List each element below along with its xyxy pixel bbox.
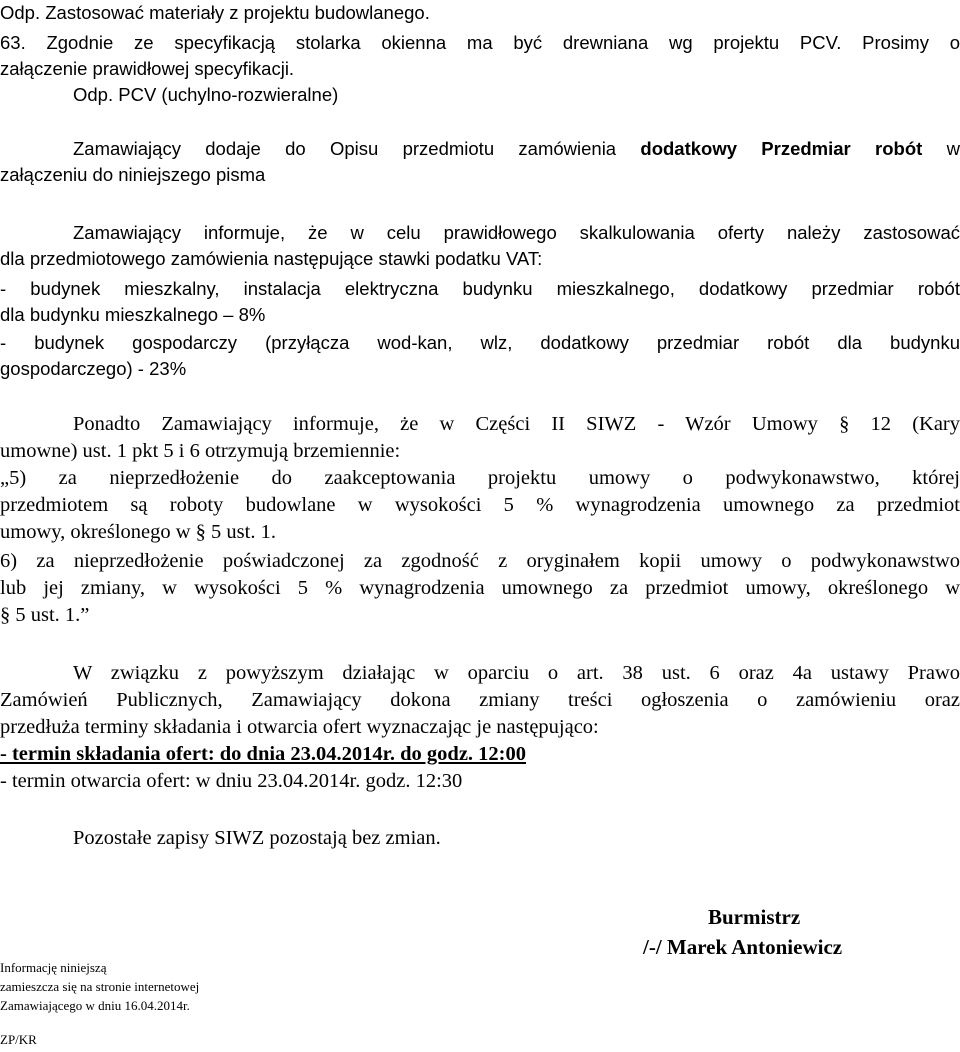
paragraph-line: „5) za nieprzedłożenie do zaakceptowania projektu umowy o podwykonawstwo, której [0, 467, 960, 489]
submission-deadline: - termin składania ofert: do dnia 23.04.2014r. do godz. 12:00 [0, 743, 526, 765]
vat-item-line: dla budynku mieszkalnego – 8% [0, 304, 266, 325]
paragraph-line: Zamówień Publicznych, Zamawiający dokona zmiany treści ogłoszenia o zamówieniu oraz [0, 689, 960, 711]
question-63-cont: załączenie prawidłowej specyfikacji. [0, 58, 295, 79]
text: Zamawiający dodaje do Opisu przedmiotu zamówienia [73, 138, 617, 159]
bold-text: dodatkowy Przedmiar robót [640, 138, 923, 159]
vat-paragraph-line: Zamawiający informuje, że w celu prawidłowego skalkulowania oferty należy zastosować [73, 222, 960, 243]
paragraph-line: 6) za nieprzedłożenie poświadczonej za zgodność z oryginałem kopii umowy o podwykonawstwo [0, 550, 960, 572]
paragraph-line: umowne) ust. 1 pkt 5 i 6 otrzymują brzemiennie: [0, 440, 401, 462]
paragraph-line: Ponadto Zamawiający informuje, że w Części II SIWZ - Wzór Umowy § 12 (Kary [73, 413, 960, 435]
signature-name: /-/ Marek Antoniewicz [643, 935, 843, 959]
paragraph-line: przedłuża terminy składania i otwarcia ofert wyznaczając je następująco: [0, 716, 599, 738]
paragraph-line: przedmiotem są roboty budowlane w wysokości 5 % wynagrodzenia umownego za przedmiot [0, 494, 960, 516]
publication-note: Informację niniejszą [0, 960, 107, 975]
publication-note: zamieszcza się na stronie internetowej [0, 979, 200, 994]
publication-note: Zamawiającego w dniu 16.04.2014r. [0, 998, 190, 1013]
paragraph-line: § 5 ust. 1.” [0, 604, 90, 626]
paragraph-line: załączeniu do niniejszego pisma [0, 164, 266, 185]
text: w [946, 138, 960, 159]
answer-line: Odp. PCV (uchylno-rozwieralne) [73, 84, 339, 105]
vat-item-line: - budynek gospodarczy (przyłącza wod-kan, wlz, dodatkowy przedmiar robót dla budynku [0, 332, 960, 353]
question-63: 63. Zgodnie ze specyfikacją stolarka okienna ma być drewniana wg projektu PCV. Prosimy o [0, 32, 960, 53]
paragraph-line: umowy, określonego w § 5 ust. 1. [0, 521, 276, 543]
answer-line: Odp. Zastosować materiały z projektu budowlanego. [0, 2, 430, 23]
paragraph-line: W związku z powyższym działając w oparciu o art. 38 ust. 6 oraz 4a ustawy Prawo [73, 662, 960, 684]
signature-title: Burmistrz [708, 905, 801, 929]
reference-code: ZP/KR [0, 1032, 37, 1047]
closing-statement: Pozostałe zapisy SIWZ pozostają bez zmian. [73, 827, 441, 849]
vat-item-line: - budynek mieszkalny, instalacja elektryczna budynku mieszkalnego, dodatkowy przedmiar robót [0, 278, 960, 299]
vat-paragraph-line: dla przedmiotowego zamówienia następujące stawki podatku VAT: [0, 248, 543, 269]
opening-date: - termin otwarcia ofert: w dniu 23.04.2014r. godz. 12:30 [0, 770, 463, 792]
additional-bill-line [0, 136, 960, 162]
paragraph-line: lub jej zmiany, w wysokości 5 % wynagrodzenia umownego za przedmiot umowy, określonego w [0, 577, 960, 599]
vat-item-line: gospodarczego) - 23% [0, 358, 187, 379]
